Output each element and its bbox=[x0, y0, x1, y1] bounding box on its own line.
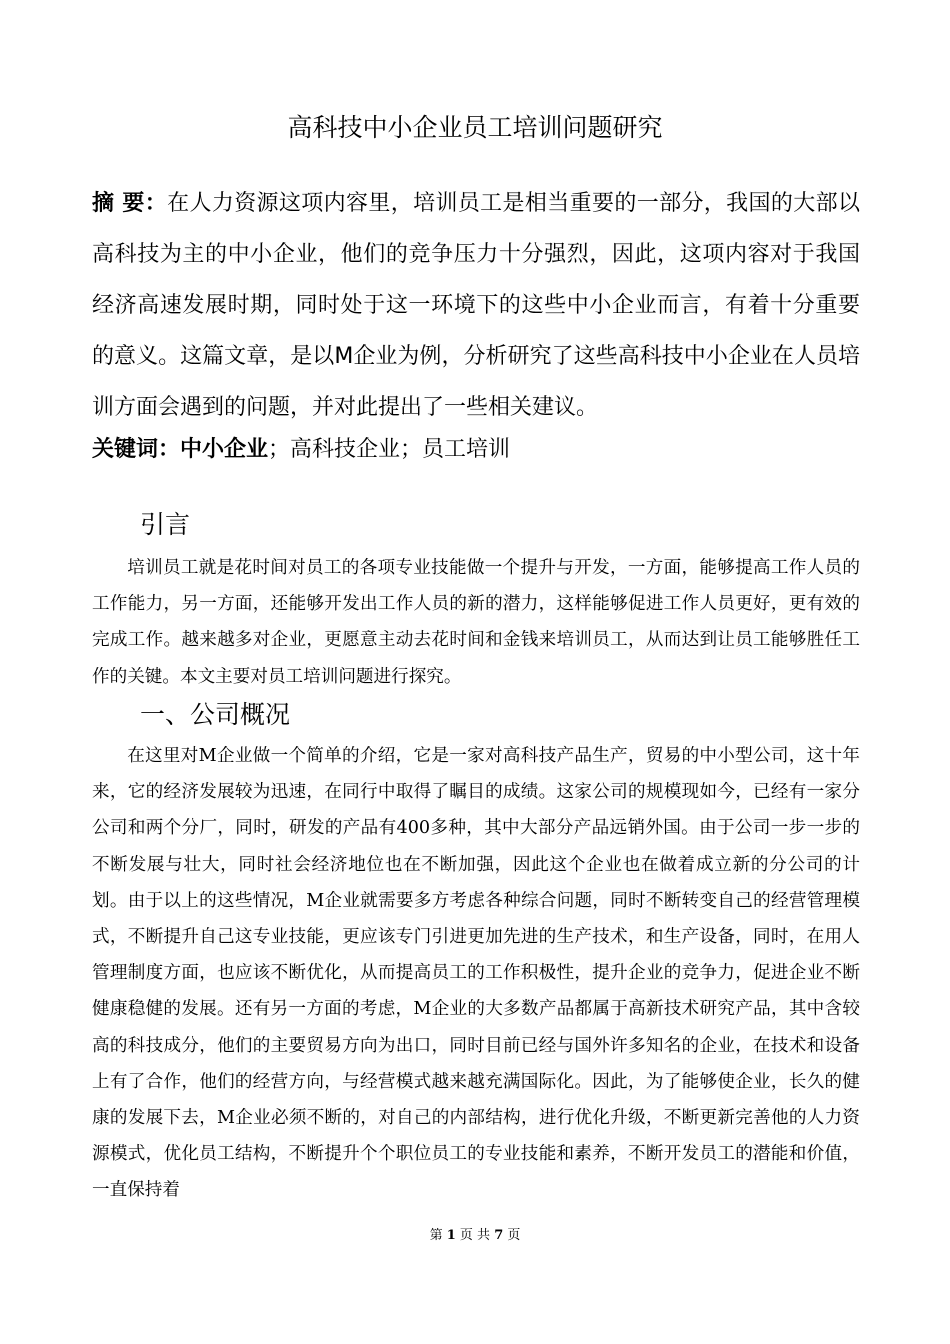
footer-prefix: 第 bbox=[429, 1228, 447, 1243]
abstract bbox=[92, 178, 860, 433]
section-heading-intro: 引言 bbox=[140, 510, 191, 539]
footer-middle: 页 共 bbox=[455, 1228, 495, 1243]
footer-page-number: 1 bbox=[446, 1228, 456, 1243]
page-title: 高科技中小企业员工培训问题研究 bbox=[287, 113, 663, 142]
section-body-company: 在这里对M企业做一个简单的介绍，它是一家对高科技产品生产，贸易的中小型公司，这十年来，它的经济发展较为迅速，在同行中取得了瞩目的成绩。这家公司的规模现如今，已经有一家分公司和两个分厂，同时，研发的产品有400多种，其中大部分产品远销外国。由于公司一步一步的不断发展与壮大，同时社会经济地位也在不断加强，因此这个企业也在做着成立新的分公司的计划。由于以上的这些情况，M企业就需要多方考虑各种综合问题，同时不断转变自己的经营管理模式，不断提升自己这专业技能，更应该专门引进更加先进的生产技术，和生产设备，同时，在用人管理制度方面，也应该不断优化，从而提高员工的工作积极性，提升企业的竞争力，促进企业不断健康稳健的发展。还有另一方面的考虑，M企业的大多数产品都属于高新技术研究产品，其中含较高的科技成分，他们的主要贸易方向为出口，同时目前已经与国外许多知名的企业，在技术和设备上有了合作，他们的经营方向，与经营模式越来越充满国际化。因此，为了能够使企业，长久的健康的发展下去，M企业必须不断的，对自己的内部结构，进行优化升级，不断更新完善他的人力资源模式，优化员工结构，不断提升个个职位员工的专业技能和素养，不断开发员工的潜能和价值，一直保持着 bbox=[92, 746, 860, 1201]
footer-suffix: 页 bbox=[503, 1228, 521, 1243]
keywords-rest: ；高科技企业；员工培训 bbox=[268, 437, 511, 462]
footer-total-pages: 7 bbox=[494, 1228, 504, 1243]
abstract-label: 摘 要： bbox=[92, 191, 168, 216]
section-body-intro: 培训员工就是花时间对员工的各项专业技能做一个提升与开发，一方面，能够提高工作人员的工作能力，另一方面，还能够开发出工作人员的新的潜力，这样能够促进工作人员更好，更有效的完成工作。越来越多对企业，更愿意主动去花时间和金钱来培训员工，从而达到让员工能够胜任工作的关键。本文主要对员工培训问题进行探究。 bbox=[92, 558, 860, 687]
keywords-label: 关键词： bbox=[92, 437, 181, 462]
abstract-text: 在人力资源这项内容里，培训员工是相当重要的一部分，我国的大部以高科技为主的中小企业，他们的竞争压力十分强烈，因此，这项内容对于我国经济高速发展时期，同时处于这一环境下的这些中小企业而言，有着十分重要的意义。这篇文章，是以M企业为例，分析研究了这些高科技中小企业在人员培训方面会遇到的问题，并对此提出了一些相关建议。 bbox=[92, 191, 860, 420]
keywords bbox=[92, 430, 860, 470]
page-footer bbox=[0, 1226, 950, 1246]
keyword-primary: 中小企业 bbox=[180, 437, 269, 462]
section-heading-company: 一、公司概况 bbox=[140, 700, 291, 729]
